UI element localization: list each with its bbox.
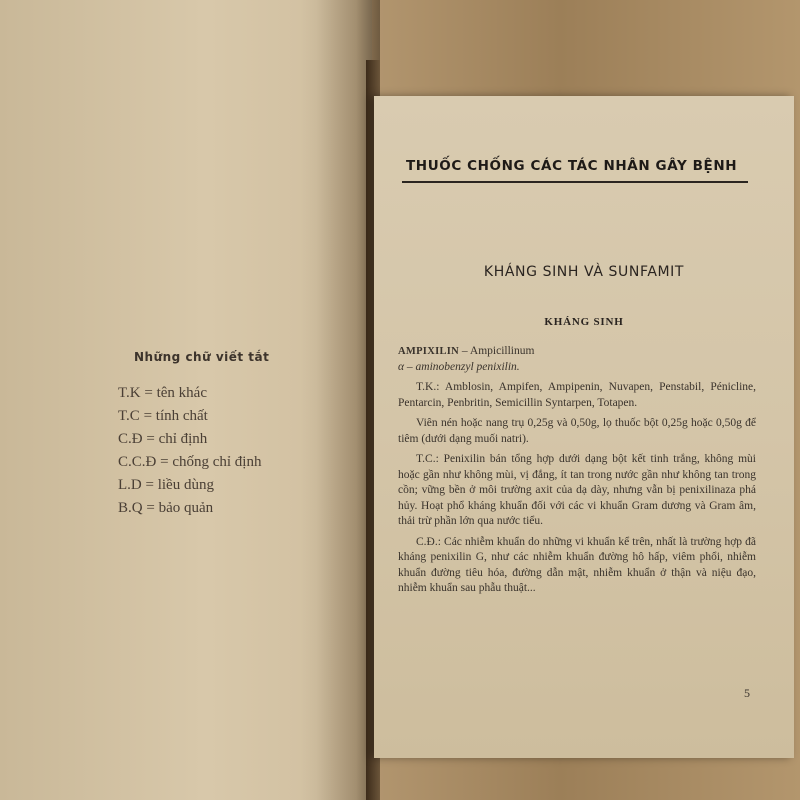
drug-latin-name: – Ampicillinum: [459, 345, 535, 357]
abbreviation-row: [118, 497, 348, 520]
abbrev-meaning: liều dùng: [157, 477, 214, 493]
abbreviation-row: [118, 451, 348, 474]
abbreviations-title: Những chữ viết tắt: [134, 350, 270, 364]
abbrev-eq: =: [146, 431, 155, 447]
abbreviation-row: [118, 428, 348, 451]
section-title: KHÁNG SINH VÀ SUNFAMIT: [483, 264, 685, 280]
page-body: [398, 344, 756, 602]
indications-paragraph: C.Đ.: Các nhiễm khuẩn do những vi khuẩn kể trên, nhất là trường hợp đã kháng penixilin G, như các nhiễm khuẩn đường hô hấp, viêm phổi, nhiễm khuẩn đường tiêu hóa, đường dẫn mật, nhiễm khuẩn ở thận và niệu đạo, nhiễm khuẩn sau phẫu thuật...: [398, 535, 756, 594]
dosage-forms-paragraph: Viên nén hoặc nang trụ 0,25g và 0,50g, lọ thuốc bột 0,25g hoặc 0,50g để tiêm (dưới dạng muối natri).: [398, 417, 756, 445]
properties-paragraph: T.C.: Penixilin bán tổng hợp dưới dạng bột kết tinh trắng, không mùi hoặc gần như không mùi, vị đắng, ít tan trong nước gần như không tan trong cồn; vững bền ở môi trường axit của dạ dày, nhưng vẫn bị penixilinaza phá hủy. Hoạt phổ kháng khuẩn đối với các vi khuẩn Gram dương và Gram âm, thải trừ phần lớn qua nước tiểu.: [398, 453, 756, 527]
header-rule: [402, 181, 748, 183]
abbrev-eq: =: [160, 454, 169, 470]
drug-chemical-name: α – aminobenzyl penixilin.: [398, 360, 520, 373]
abbreviation-row: [118, 474, 348, 497]
abbreviation-row: [118, 405, 348, 428]
abbrev-eq: =: [144, 385, 153, 401]
abbrev-meaning: chống chỉ định: [172, 454, 262, 470]
abbreviations-block: [118, 350, 348, 520]
abbrev-eq: =: [143, 408, 153, 424]
abbreviation-row: [118, 382, 348, 405]
abbrev-key: C.C.Đ: [118, 454, 157, 470]
abbrev-meaning: bảo quản: [158, 500, 214, 516]
abbrev-key: T.C: [118, 408, 140, 424]
abbrev-eq: =: [145, 477, 154, 493]
other-names-paragraph: T.K.: Amblosin, Ampifen, Ampipenin, Nuvapen, Penstabil, Pénicline, Pentarcin, Penbritin, Semicillin Syntarpen, Totapen.: [398, 381, 756, 409]
abbrev-meaning: tên khác: [156, 385, 207, 401]
sub-title: KHÁNG SINH: [544, 316, 624, 328]
abbrev-key: T.K: [118, 385, 141, 401]
abbrev-meaning: chỉ định: [158, 431, 208, 447]
abbrev-eq: =: [146, 500, 155, 516]
abbrev-key: L.D: [118, 477, 142, 493]
abbrev-key: B.Q: [118, 500, 143, 516]
drug-name: AMPIXILIN: [398, 346, 460, 357]
drug-heading: [398, 344, 756, 375]
right-page: [374, 96, 794, 758]
left-page: [0, 0, 372, 800]
chapter-header: THUỐC CHỐNG CÁC TÁC NHÂN GÂY BỆNH: [406, 158, 738, 174]
page-number: 5: [744, 686, 750, 700]
abbrev-meaning: tính chất: [155, 408, 208, 424]
abbrev-key: C.Đ: [118, 431, 143, 447]
